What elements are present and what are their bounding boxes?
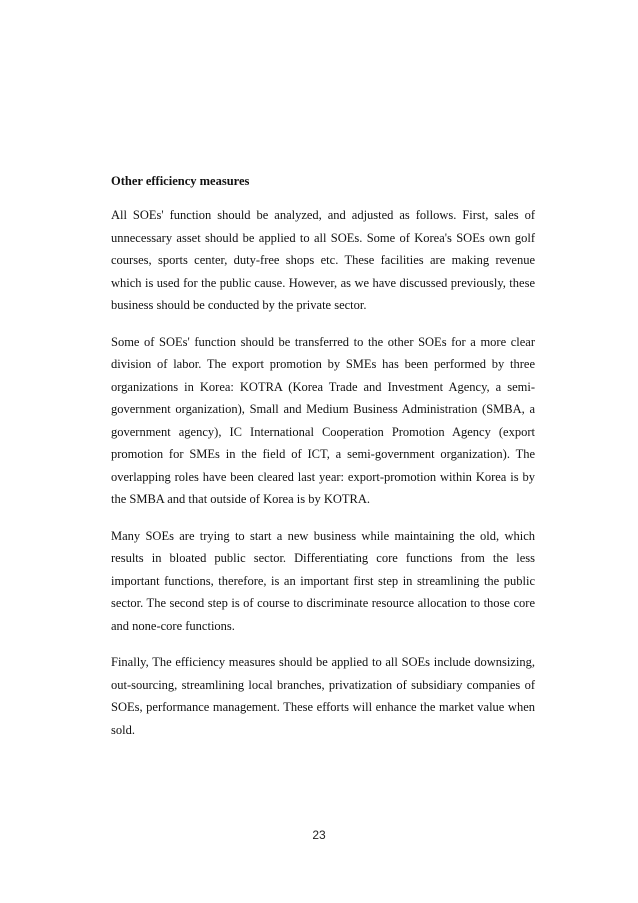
section-heading: Other efficiency measures [111, 174, 250, 188]
paragraph-function-transfer: Some of SOEs' function should be transferred to the other SOEs for a more clear division of labor. The export promotion by SMEs has been performed by three organizations in Korea: KOTRA (Korea Trade and Investment Agency, a semi-government organization), Small and Medium Business Administration (SMBA, a government agency), IC International Cooperation Promotion Agency (export promotion for SMEs in the field of ICT, a semi-government organization). The overlapping roles have been cleared last year: export-promotion within Korea is by the SMBA and that outside of Korea is by KOTRA. [111, 334, 535, 506]
paragraph-core-functions: Many SOEs are trying to start a new business while maintaining the old, which results in bloated public sector. Differentiating core functions from the less important functions, therefore, is an important first step in streamlining the public sector. The second step is of course to discriminate resource allocation to those core and none-core functions. [111, 528, 535, 633]
page-number: 23 [312, 828, 326, 842]
paragraph-efficiency-measures: Finally, The efficiency measures should be applied to all SOEs include downsizing, out-sourcing, streamlining local branches, privatization of subsidiary companies of SOEs, performance management. These efforts will enhance the market value when sold. [111, 655, 535, 737]
page-content [111, 172, 535, 755]
paragraph-sales-of-assets: All SOEs' function should be analyzed, and adjusted as follows. First, sales of unnecessary asset should be applied to all SOEs. Some of Korea's SOEs own golf courses, sports center, duty-free shops etc. These facilities are making revenue which is used for the public cause. However, as we have discussed previously, these business should be conducted by the private sector. [111, 208, 535, 312]
